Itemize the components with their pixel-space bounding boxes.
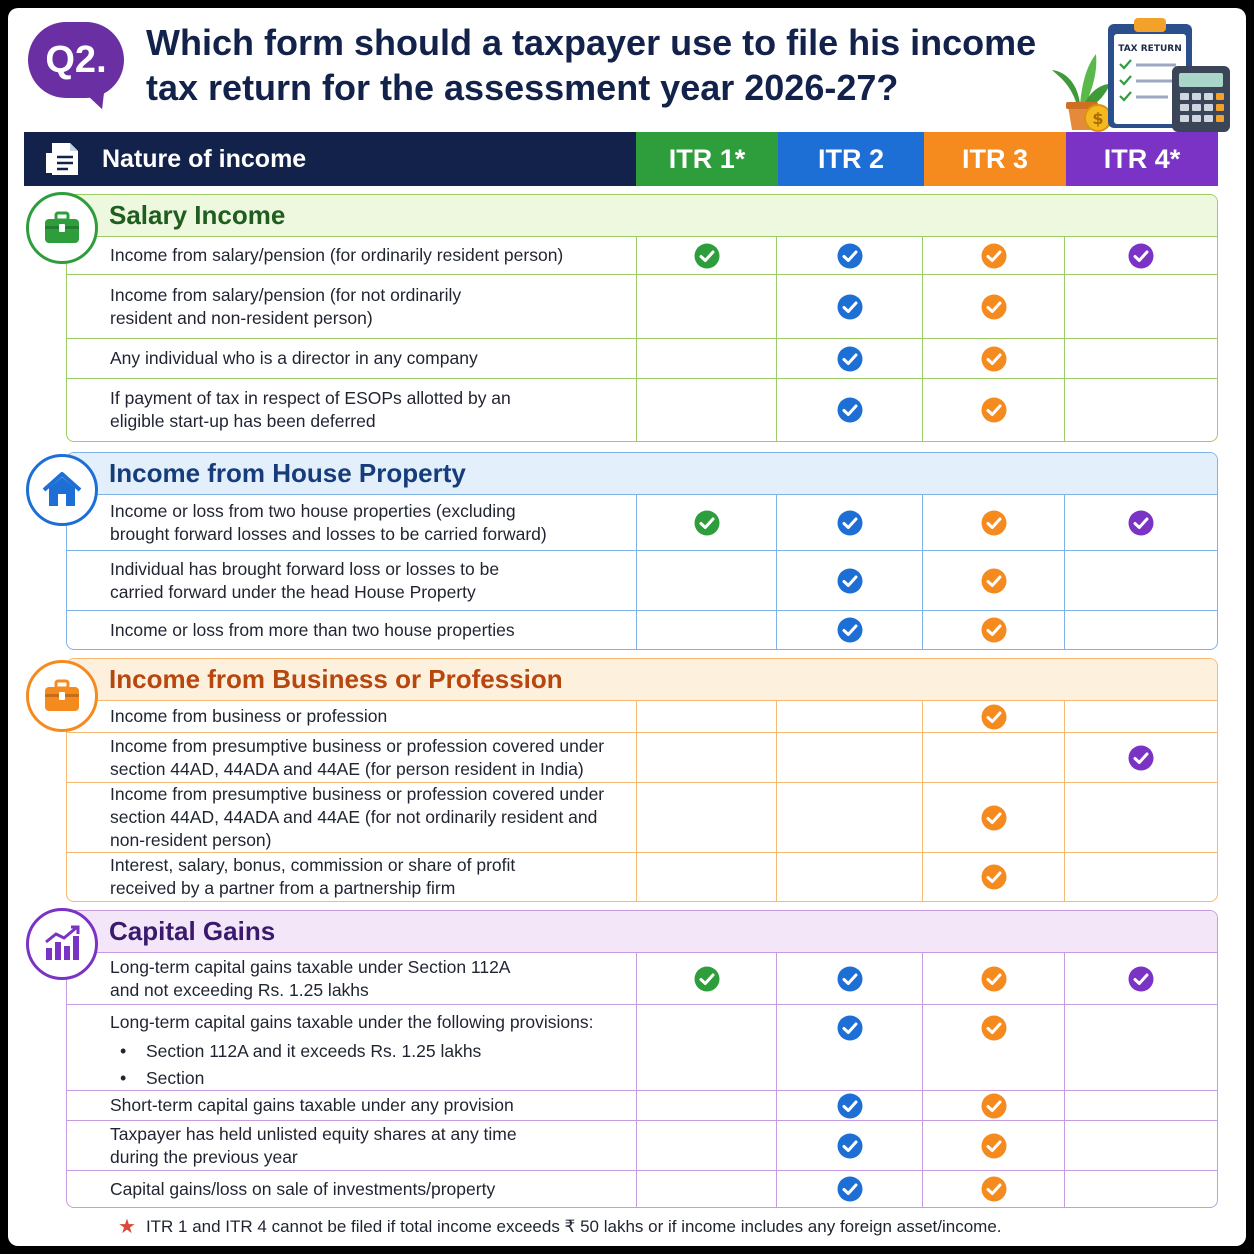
checkmark-icon	[837, 510, 863, 536]
cell-itr-3	[923, 611, 1065, 649]
row-text-line: Interest, salary, bonus, commission or share of profit	[110, 855, 516, 875]
row-description	[67, 495, 637, 550]
cell-itr-3	[923, 1091, 1065, 1120]
cell-itr-1	[637, 853, 777, 901]
cell-itr-4	[1065, 551, 1216, 610]
row-text-line: Income or loss from two house properties (excluding	[110, 500, 516, 521]
row-text-line: Income from salary/pension (for not ordinarily	[110, 284, 462, 305]
row-description	[67, 379, 637, 441]
cell-itr-4	[1065, 853, 1216, 901]
cell-itr-1	[637, 551, 777, 610]
table-row	[67, 1091, 1217, 1121]
checkmark-icon	[837, 1133, 863, 1159]
cell-itr-3	[923, 339, 1065, 378]
row-description	[67, 1091, 637, 1120]
table-row	[67, 495, 1217, 551]
checkmark-icon	[837, 1176, 863, 1202]
checkmark-icon	[1128, 510, 1154, 536]
row-text-line: Income from presumptive business or profession covered under	[110, 735, 605, 756]
table-row	[67, 783, 1217, 853]
cell-itr-2	[777, 783, 923, 852]
row-description	[67, 1121, 637, 1170]
section-icon	[26, 192, 98, 264]
row-description	[67, 237, 637, 274]
section-salary-income	[66, 194, 1218, 442]
row-text-line: Capital gains/loss on sale of investments/property	[110, 1178, 496, 1199]
row-text-line: resident and non-resident person)	[110, 307, 373, 328]
row-text-line: eligible start-up has been deferred	[110, 411, 376, 431]
cell-itr-2	[777, 379, 923, 441]
cell-itr-1	[637, 1121, 777, 1170]
coin-icon	[1085, 105, 1111, 131]
row-text-line: Individual has brought forward loss or losses to be	[110, 558, 500, 579]
checkmark-icon	[981, 346, 1007, 372]
row-description	[67, 275, 637, 338]
cell-itr-3	[923, 733, 1065, 782]
row-text-line: Taxpayer has held unlisted equity shares at any time	[110, 1123, 517, 1144]
checkmark-icon	[1128, 966, 1154, 992]
cell-itr-1	[637, 237, 777, 274]
section-title: Income from Business or Profession	[67, 659, 1217, 701]
row-text-line: carried forward under the head House Property	[110, 581, 476, 602]
section-title: Capital Gains	[67, 911, 1217, 953]
cell-itr-4	[1065, 1171, 1216, 1207]
table-row	[67, 237, 1217, 275]
section-icon	[26, 454, 98, 526]
cell-itr-2	[777, 339, 923, 378]
cell-itr-4	[1065, 701, 1216, 732]
checkmark-icon	[837, 294, 863, 320]
row-text-line: Any individual who is a director in any company	[110, 348, 478, 368]
column-header-itr-2: ITR 2	[778, 132, 924, 186]
table-row	[67, 339, 1217, 379]
checkmark-icon	[1128, 745, 1154, 771]
bar-chart-icon	[40, 922, 84, 966]
cell-itr-3	[923, 783, 1065, 852]
row-description	[67, 733, 637, 782]
question-badge: Q2.	[28, 22, 124, 102]
section-income-from-business-or-profession	[66, 658, 1218, 902]
row-text-line: Income or loss from more than two house properties	[110, 619, 515, 640]
row-text-line: section 44AD, 44ADA and 44AE (for person resident in India)	[110, 758, 584, 779]
row-description	[67, 783, 637, 852]
briefcase-icon	[40, 674, 84, 718]
cell-itr-4	[1065, 783, 1216, 852]
table-row	[67, 953, 1217, 1005]
table-row	[67, 1005, 1217, 1091]
cell-itr-4	[1065, 1091, 1216, 1120]
checkmark-icon	[981, 510, 1007, 536]
house-icon	[40, 468, 84, 512]
calculator-icon	[1172, 66, 1230, 132]
cell-itr-1	[637, 339, 777, 378]
bullet-list	[110, 1038, 628, 1092]
checkmark-icon	[981, 966, 1007, 992]
row-text-line: If payment of tax in respect of ESOPs allotted by an	[110, 388, 511, 408]
row-text-line: Income from salary/pension (for ordinarily resident person)	[110, 245, 564, 265]
cell-itr-4	[1065, 953, 1216, 1004]
bullet-item: • Section	[110, 1065, 628, 1092]
cell-itr-2	[777, 701, 923, 732]
cell-itr-2	[777, 237, 923, 274]
checkmark-icon	[837, 1015, 863, 1041]
row-description	[67, 853, 637, 901]
cell-itr-3	[923, 551, 1065, 610]
row-description	[67, 953, 637, 1004]
cell-itr-3	[923, 1121, 1065, 1170]
table-row	[67, 1171, 1217, 1207]
section-capital-gains	[66, 910, 1218, 1208]
page-title: Which form should a taxpayer use to file his income tax return for the assessment year 2026-27?	[146, 22, 1037, 108]
row-description	[67, 701, 637, 732]
row-text-line: received by a partner from a partnership firm	[110, 878, 456, 898]
cell-itr-2	[777, 611, 923, 649]
cell-itr-4	[1065, 275, 1216, 338]
cell-itr-3	[923, 953, 1065, 1004]
column-header-itr-3: ITR 3	[924, 132, 1066, 186]
table-header	[24, 132, 1218, 186]
cell-itr-2	[777, 1091, 923, 1120]
table-row	[67, 853, 1217, 901]
cell-itr-2	[777, 853, 923, 901]
cell-itr-3	[923, 275, 1065, 338]
checkmark-icon	[694, 966, 720, 992]
table-row	[67, 611, 1217, 649]
checkmark-icon	[981, 1176, 1007, 1202]
row-text-line: Long-term capital gains taxable under the following provisions:	[110, 1012, 594, 1032]
cell-itr-3	[923, 237, 1065, 274]
checkmark-icon	[837, 1093, 863, 1119]
cell-itr-2	[777, 495, 923, 550]
checkmark-icon	[981, 397, 1007, 423]
cell-itr-1	[637, 1091, 777, 1120]
cell-itr-4	[1065, 379, 1216, 441]
checkmark-icon	[981, 568, 1007, 594]
briefcase-icon	[40, 206, 84, 250]
section-icon	[26, 908, 98, 980]
cell-itr-2	[777, 1121, 923, 1170]
row-text-line: Income from presumptive business or profession covered under	[110, 784, 605, 804]
cell-itr-1	[637, 611, 777, 649]
checkmark-icon	[837, 243, 863, 269]
checkmark-icon	[837, 966, 863, 992]
section-title: Salary Income	[67, 195, 1217, 237]
cell-itr-2	[777, 1005, 923, 1090]
table-row	[67, 379, 1217, 441]
cell-itr-1	[637, 733, 777, 782]
cell-itr-4	[1065, 339, 1216, 378]
svg-text:$: $	[1092, 109, 1104, 128]
star-icon: ★	[118, 1216, 136, 1238]
infographic-page	[8, 8, 1246, 1246]
row-description	[67, 1005, 637, 1090]
cell-itr-1	[637, 379, 777, 441]
row-text-line: Short-term capital gains taxable under any provision	[110, 1095, 514, 1115]
section-title: Income from House Property	[67, 453, 1217, 495]
checkmark-icon	[981, 1015, 1007, 1041]
checkmark-icon	[1128, 243, 1154, 269]
checkmark-icon	[837, 397, 863, 423]
cell-itr-1	[637, 1171, 777, 1207]
checkmark-icon	[981, 617, 1007, 643]
checkmark-icon	[694, 243, 720, 269]
row-text-line: Income from business or profession	[110, 706, 388, 726]
row-description	[67, 551, 637, 610]
checkmark-icon	[981, 704, 1007, 730]
table-row	[67, 1121, 1217, 1171]
section-income-from-house-property	[66, 452, 1218, 650]
tax-return-illustration	[1046, 14, 1236, 134]
row-text-line: Long-term capital gains taxable under Section 112A	[110, 956, 511, 977]
row-text-line: brought forward losses and losses to be carried forward)	[110, 523, 547, 544]
checkmark-icon	[837, 346, 863, 372]
cell-itr-3	[923, 701, 1065, 732]
document-icon	[44, 139, 84, 179]
row-text-line: during the previous year	[110, 1146, 298, 1167]
cell-itr-1	[637, 275, 777, 338]
cell-itr-4	[1065, 237, 1216, 274]
row-description	[67, 611, 637, 649]
checkmark-icon	[837, 617, 863, 643]
cell-itr-2	[777, 733, 923, 782]
cell-itr-1	[637, 783, 777, 852]
checkmark-icon	[981, 294, 1007, 320]
cell-itr-1	[637, 701, 777, 732]
checkmark-icon	[981, 805, 1007, 831]
checkmark-icon	[981, 1133, 1007, 1159]
row-text-line: and not exceeding Rs. 1.25 lakhs	[110, 979, 369, 1000]
cell-itr-1	[637, 495, 777, 550]
cell-itr-1	[637, 953, 777, 1004]
bullet-item: • Section 112A and it exceeds Rs. 1.25 lakhs	[110, 1038, 628, 1065]
checkmark-icon	[694, 510, 720, 536]
nature-of-income-header: Nature of income	[24, 132, 636, 186]
svg-text:TAX RETURN: TAX RETURN	[1118, 44, 1182, 54]
row-description	[67, 339, 637, 378]
checkmark-icon	[837, 568, 863, 594]
cell-itr-4	[1065, 1121, 1216, 1170]
checkmark-icon	[981, 864, 1007, 890]
cell-itr-4	[1065, 733, 1216, 782]
cell-itr-4	[1065, 1005, 1216, 1090]
cell-itr-3	[923, 495, 1065, 550]
table-row	[67, 701, 1217, 733]
row-text-line: non-resident person)	[110, 830, 272, 850]
row-text-line: section 44AD, 44ADA and 44AE (for not ordinarily resident and	[110, 807, 598, 827]
cell-itr-3	[923, 379, 1065, 441]
section-icon	[26, 660, 98, 732]
cell-itr-2	[777, 551, 923, 610]
cell-itr-4	[1065, 611, 1216, 649]
cell-itr-2	[777, 1171, 923, 1207]
cell-itr-1	[637, 1005, 777, 1090]
column-header-itr-1: ITR 1*	[636, 132, 778, 186]
table-row	[67, 275, 1217, 339]
row-description	[67, 1171, 637, 1207]
footnote: ★ ITR 1 and ITR 4 cannot be filed if total income exceeds ₹ 50 lakhs or if income includes any foreign asset/income.	[118, 1216, 1002, 1238]
cell-itr-2	[777, 275, 923, 338]
table-row	[67, 733, 1217, 783]
checkmark-icon	[981, 1093, 1007, 1119]
column-header-itr-4: ITR 4*	[1066, 132, 1218, 186]
cell-itr-4	[1065, 495, 1216, 550]
cell-itr-3	[923, 1005, 1065, 1090]
table-row	[67, 551, 1217, 611]
checkmark-icon	[981, 243, 1007, 269]
cell-itr-2	[777, 953, 923, 1004]
cell-itr-3	[923, 853, 1065, 901]
cell-itr-3	[923, 1171, 1065, 1207]
